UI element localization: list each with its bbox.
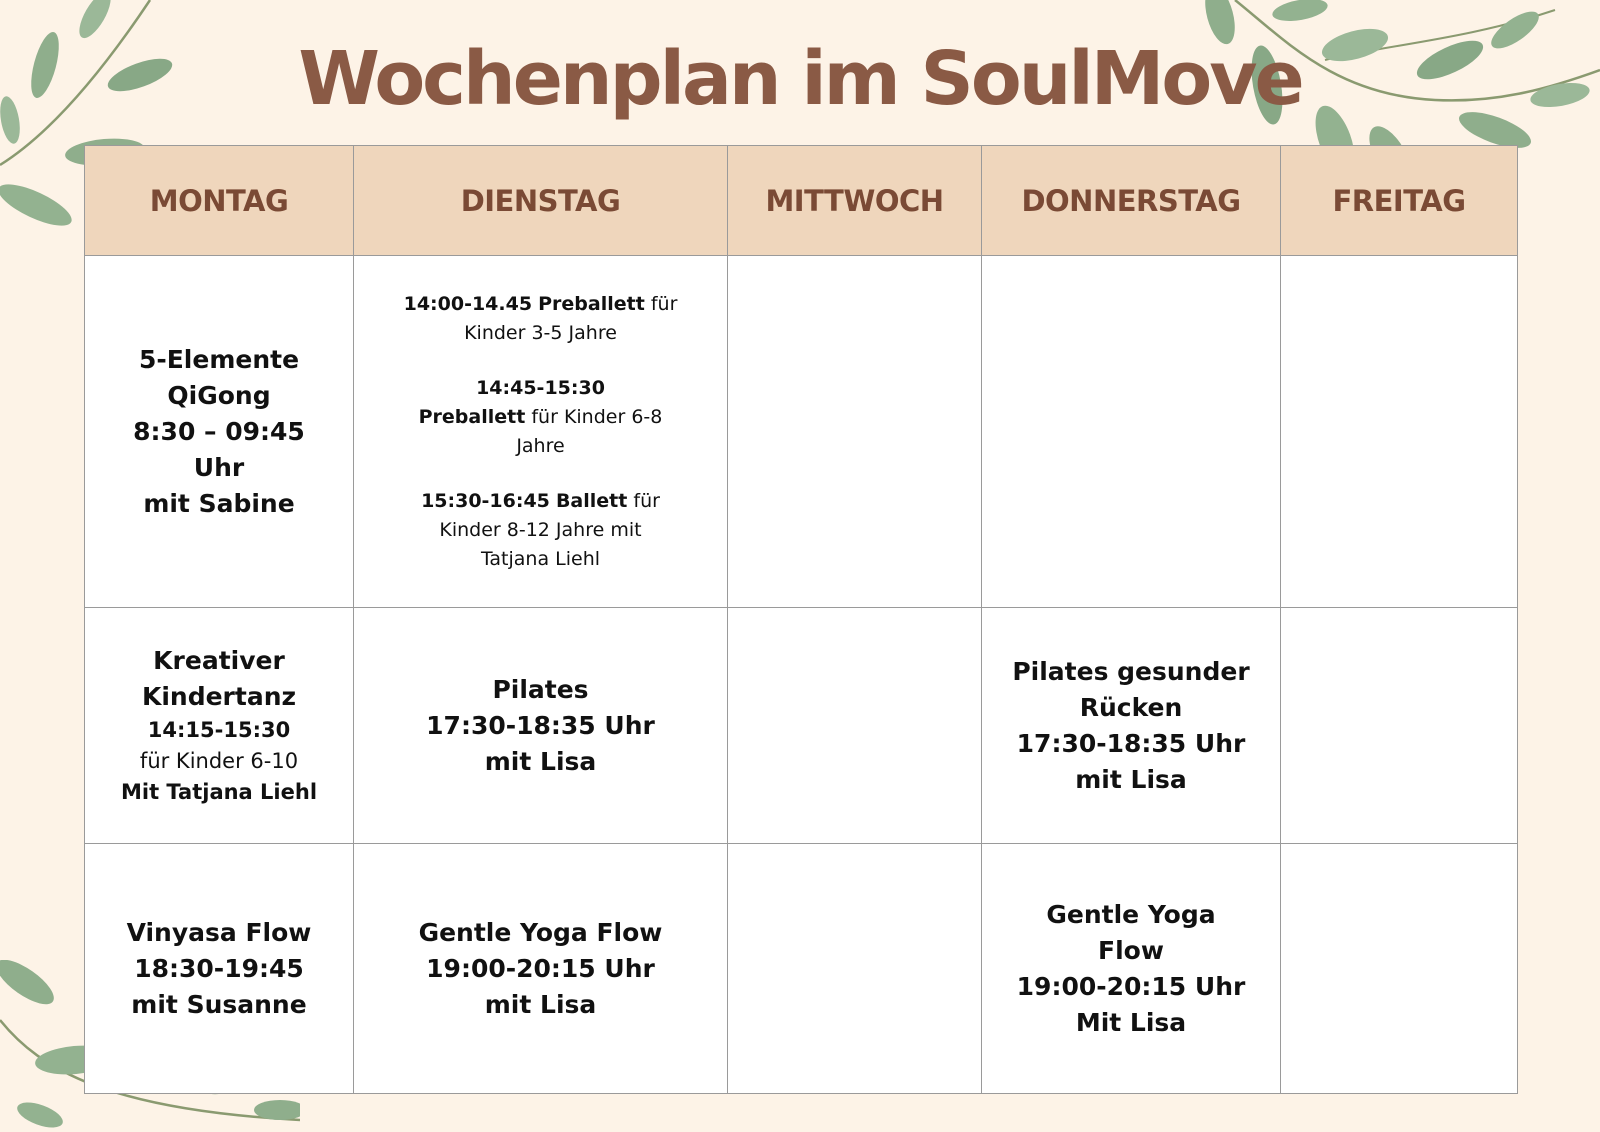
class-name: Flow (1098, 935, 1164, 965)
class-name: Gentle Yoga (1046, 899, 1216, 929)
class-detail: für (650, 292, 678, 315)
class-time: 17:30-18:35 Uhr (1016, 728, 1246, 758)
class-entry (364, 374, 717, 461)
class-time: 14:45-15:30 (476, 376, 605, 399)
class-time: 14:15-15:30 (147, 718, 291, 742)
class-name: Preballett (418, 405, 526, 428)
class-cell-thursday-pilates (982, 608, 1281, 844)
class-name: Pilates (492, 674, 589, 704)
empty-cell (1281, 608, 1518, 844)
class-instructor: Tatjana Liehl (480, 547, 601, 570)
day-header-monday: MONTAG (85, 146, 354, 256)
header-row (85, 146, 1518, 256)
class-instructor: Mit Lisa (1075, 1007, 1187, 1037)
class-name: Preballett (538, 292, 645, 315)
class-time: 19:00-20:15 Uhr (426, 953, 655, 983)
class-name: 5-Elemente (138, 344, 300, 374)
empty-cell (982, 256, 1281, 608)
class-cell-tuesday-ballett (354, 256, 728, 608)
class-entry (364, 290, 717, 348)
class-instructor: mit Lisa (484, 989, 597, 1019)
class-name: Ballett (555, 489, 628, 512)
empty-cell (1281, 844, 1518, 1094)
class-instructor: Mit Tatjana Liehl (120, 780, 318, 804)
class-detail: für Kinder 6-10 (139, 749, 299, 773)
day-header-tuesday: DIENSTAG (354, 146, 728, 256)
class-cell-monday-qigong (85, 256, 354, 608)
class-instructor: mit Susanne (131, 989, 307, 1019)
table-row (85, 608, 1518, 844)
class-instructor: mit Lisa (484, 746, 597, 776)
class-detail: Kinder 8-12 Jahre mit (439, 518, 642, 541)
class-detail: Jahre (516, 434, 565, 457)
page-title: Wochenplan im SoulMove (298, 36, 1302, 122)
empty-cell (728, 256, 982, 608)
schedule-table (84, 145, 1518, 1094)
class-detail: Kinder 3-5 Jahre (464, 321, 617, 344)
class-time: Uhr (193, 452, 245, 482)
class-name: Kreativer (153, 646, 285, 675)
class-instructor: mit Sabine (143, 488, 295, 518)
class-detail: für (633, 489, 660, 512)
class-time: 15:30-16:45 (421, 489, 550, 512)
class-time: 17:30-18:35 Uhr (426, 710, 655, 740)
class-time: 14:00-14.45 (403, 292, 533, 315)
class-name: Gentle Yoga Flow (418, 917, 663, 947)
empty-cell (728, 844, 982, 1094)
class-name: QiGong (167, 380, 271, 410)
class-time: 18:30-19:45 (134, 953, 304, 983)
day-header-friday: FREITAG (1281, 146, 1518, 256)
class-cell-monday-kindertanz (85, 608, 354, 844)
class-time: 19:00-20:15 Uhr (1016, 971, 1246, 1001)
class-cell-tuesday-pilates (354, 608, 728, 844)
day-header-thursday: DONNERSTAG (982, 146, 1281, 256)
class-name: Rücken (1079, 692, 1183, 722)
class-name: Pilates gesunder (1012, 656, 1250, 686)
class-instructor: mit Lisa (1075, 764, 1187, 794)
class-time: 8:30 – 09:45 (133, 416, 305, 446)
class-cell-thursday-gentle-yoga (982, 844, 1281, 1094)
class-cell-tuesday-gentle-yoga (354, 844, 728, 1094)
class-name: Vinyasa Flow (126, 917, 312, 947)
table-row (85, 844, 1518, 1094)
table-row (85, 256, 1518, 608)
empty-cell (728, 608, 982, 844)
class-entry (364, 487, 717, 574)
day-header-wednesday: MITTWOCH (728, 146, 982, 256)
class-detail: für Kinder 6-8 (531, 405, 663, 428)
class-cell-monday-vinyasa (85, 844, 354, 1094)
class-name: Kindertanz (141, 682, 297, 711)
empty-cell (1281, 256, 1518, 608)
